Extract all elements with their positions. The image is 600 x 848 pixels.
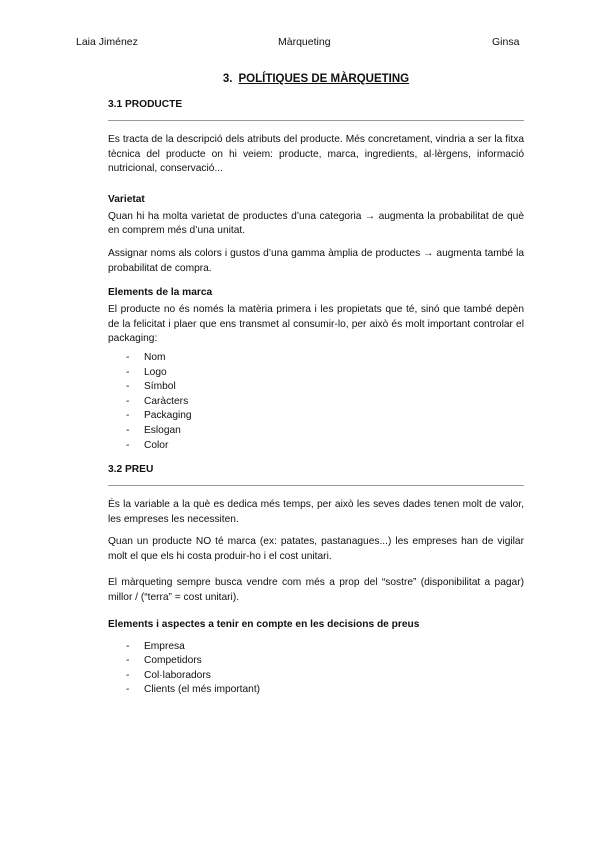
- header-school: Ginsa: [492, 36, 520, 48]
- list-item: - Caràcters: [108, 395, 524, 410]
- varietat-paragraph-1: Quan hi ha molta varietat de productes d’una categoria → augmenta la probabilitat de què en comprem més d’una unitat.: [108, 210, 524, 237]
- list-item: - Clients (el més important): [108, 683, 524, 698]
- header-author: Laia Jiménez: [76, 36, 138, 48]
- header-subject: Màrqueting: [278, 36, 331, 48]
- marca-elements-list: [108, 351, 524, 453]
- list-item: - Eslogan: [108, 424, 524, 439]
- section-heading-preu: 3.2 PREU: [108, 464, 154, 476]
- list-item: - Competidors: [108, 654, 524, 669]
- title-number: 3.: [222, 73, 233, 85]
- list-item: - Nom: [108, 351, 524, 366]
- preu-paragraph-2: Quan un producte NO té marca (ex: patates, pastanagues...) les empreses han de vigilar molt el que els hi costa produir-ho i el cost unitari.: [108, 536, 524, 562]
- subheading-elements-marca: Elements de la marca: [108, 287, 213, 299]
- list-item: - Empresa: [108, 640, 524, 655]
- document-body: [108, 72, 524, 708]
- preu-paragraph-3: El màrqueting sempre busca vendre com més a prop del “sostre” (disponibilitat a pagar) millor / (“terra” = cost unitari).: [108, 577, 524, 604]
- section-divider: [108, 485, 524, 486]
- subheading-varietat: Varietat: [108, 193, 145, 205]
- list-item: - Packaging: [108, 409, 524, 424]
- section-heading-producte: 3.1 PRODUCTE: [108, 99, 183, 110]
- list-item: - Color: [108, 439, 524, 454]
- preu-paragraph-1: És la variable a la què es dedica més temps, per això les seves dades tenen molt de valor, les empreses les necessiten.: [108, 499, 524, 525]
- page-title: [108, 72, 524, 86]
- list-item: - Logo: [108, 366, 524, 381]
- list-item: - Col·laboradors: [108, 669, 524, 684]
- list-item: - Símbol: [108, 380, 524, 395]
- section-divider: [108, 120, 524, 121]
- running-header: [0, 36, 600, 50]
- producte-intro: Es tracta de la descripció dels atributs del producte. Més concretament, vindria a ser la fitxa tècnica del producte on hi veiem: producte, marca, ingredients, al·lèrgens, informació nutricional, conservació...: [108, 134, 524, 175]
- title-text: POLÍTIQUES DE MÀRQUETING: [238, 73, 410, 85]
- varietat-paragraph-2: Assignar noms als colors i gustos d’una gamma àmplia de productes → augmenta també la probabilitat de compra.: [108, 247, 524, 274]
- subheading-elements-preus: Elements i aspectes a tenir en compte en les decisions de preus: [108, 618, 420, 630]
- marca-paragraph: El producte no és només la matèria primera i les propietats que té, sinó que també depèn de la felicitat i plaer que ens transmet al consumir-lo, per això és molt important controlar el packaging:: [108, 304, 524, 345]
- preus-elements-list: [108, 640, 524, 698]
